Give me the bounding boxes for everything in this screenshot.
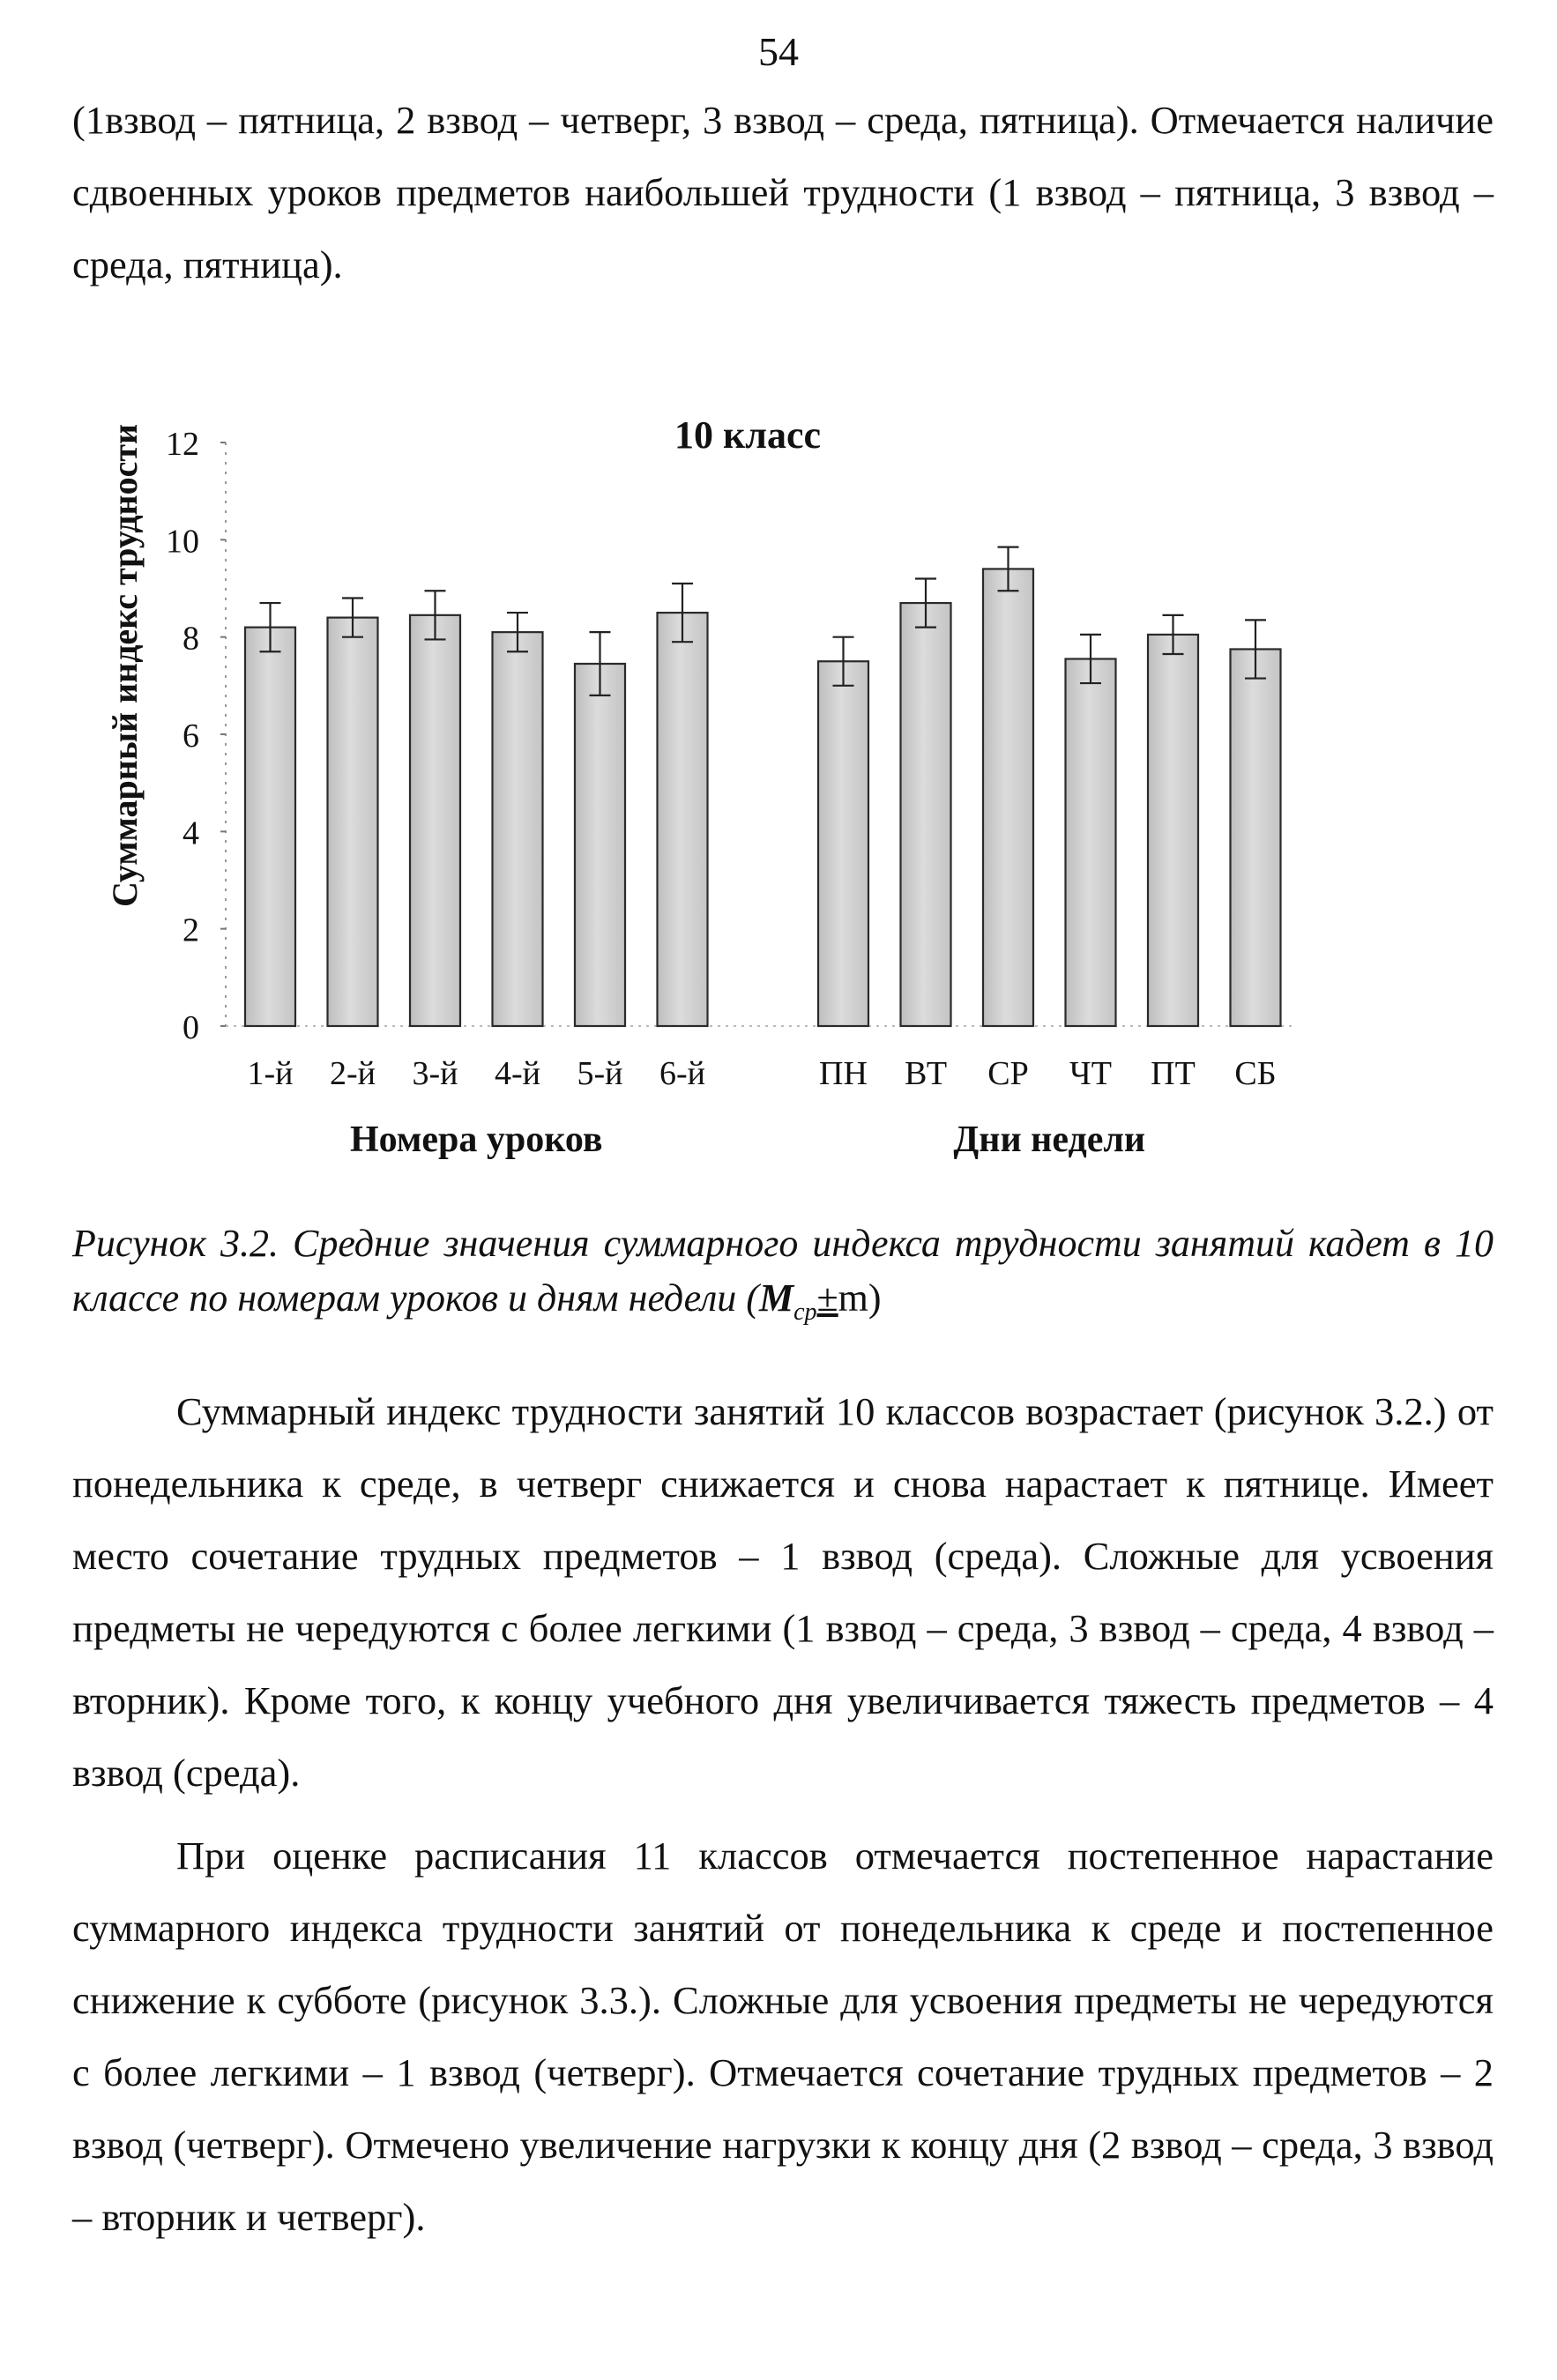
paragraph-top	[72, 84, 1494, 301]
x-tick-label: ПТ	[1151, 1055, 1196, 1092]
bar-1-й	[245, 628, 295, 1026]
y-tick-label: 10	[166, 523, 199, 561]
x-tick-label: 4-й	[495, 1055, 540, 1092]
bar-6-й	[658, 613, 708, 1026]
bar-4-й	[493, 632, 543, 1026]
y-tick-label: 2	[183, 911, 199, 949]
x-tick-label: СР	[987, 1055, 1029, 1092]
bar-ЧТ	[1066, 658, 1116, 1026]
bars	[245, 569, 1281, 1026]
bar-3-й	[410, 615, 460, 1026]
x-tick-label: ВТ	[904, 1055, 948, 1092]
y-tick-label: 0	[183, 1009, 199, 1046]
paragraph-middle-text: Суммарный индекс трудности занятий 10 классов возрастает (рисунок 3.2.) от понедельника к среде, в четверг снижается и снова нарастает к пятнице. Имеет место сочетание трудных предметов – 1 взвод (среда). Сложные для усвоения предметы не чередуются с более легкими (1 взвод – среда, 3 взвод – среда, 4 взвод – вторник). Кроме того, к концу учебного дня увеличивается тяжесть предметов – 4 взвод (среда).	[72, 1389, 1494, 1795]
difficulty-index-chart	[0, 388, 1557, 1181]
x-tick-label: ПН	[819, 1055, 868, 1092]
x-tick-label: 2-й	[330, 1055, 376, 1092]
chart-title: 10 класс	[674, 413, 822, 457]
paragraph-bottom-text: При оценке расписания 11 классов отмечается постепенное нарастание суммарного индекса трудности занятий от понедельника к среде и постепенное снижение к субботе (рисунок 3.3.). Сложные для усвоения предметы не чередуются с более легкими – 1 взвод (четверг). Отмечается сочетание трудных предметов – 2 взвод (четверг). Отмечено увеличение нагрузки к концу дня (2 взвод – среда, 3 взвод – вторник и четверг).	[72, 1833, 1494, 2239]
bar-ВТ	[901, 603, 951, 1026]
bar-ПТ	[1148, 635, 1198, 1026]
page-number: 54	[758, 29, 799, 74]
x-tick-labels	[248, 1055, 1277, 1092]
y-ticks	[166, 426, 226, 1046]
caption-error-symbol: m	[838, 1276, 868, 1320]
paragraph-bottom	[72, 1819, 1494, 2253]
y-tick-label: 12	[166, 426, 199, 463]
x-tick-label: 3-й	[412, 1055, 458, 1092]
caption-label: Рисунок 3.2.	[72, 1222, 279, 1265]
caption-mean-subscript: ср	[793, 1298, 817, 1326]
y-axis-label: Суммарный индекс трудности	[105, 423, 145, 908]
x-tick-label: ЧТ	[1069, 1055, 1112, 1092]
bar-СБ	[1231, 649, 1281, 1026]
caption-text: Средние значения суммарного индекса трудности занятий кадет в 10 классе по номерам уроков и дням недели (	[72, 1222, 1494, 1320]
x-tick-label: СБ	[1234, 1055, 1277, 1092]
caption-plus-minus: ±	[816, 1276, 838, 1320]
bar-СР	[983, 569, 1033, 1026]
y-tick-label: 8	[183, 620, 199, 658]
y-tick-label: 6	[183, 718, 199, 755]
paragraph-middle	[72, 1375, 1494, 1809]
figure-caption	[72, 1216, 1494, 1340]
bar-5-й	[575, 664, 625, 1026]
caption-close-paren: )	[868, 1276, 882, 1320]
caption-mean-symbol: M	[758, 1276, 794, 1320]
x-axis-labels	[350, 1119, 1145, 1160]
bar-ПН	[818, 661, 868, 1026]
x-axis-label-1: Номера уроков	[349, 1119, 603, 1160]
y-tick-label: 4	[183, 814, 199, 852]
x-tick-label: 1-й	[247, 1055, 294, 1092]
paragraph-top-text: (1взвод – пятница, 2 взвод – четверг, 3 взвод – среда, пятница). Отмечается наличие сдвоенных уроков предметов наибольшей трудности (1 взвод – пятница, 3 взвод – среда, пятница).	[72, 98, 1494, 286]
x-axis-label-2: Дни недели	[953, 1119, 1146, 1160]
x-tick-label: 5-й	[577, 1055, 623, 1092]
x-tick-label: 6-й	[659, 1055, 705, 1092]
bar-2-й	[328, 618, 378, 1026]
